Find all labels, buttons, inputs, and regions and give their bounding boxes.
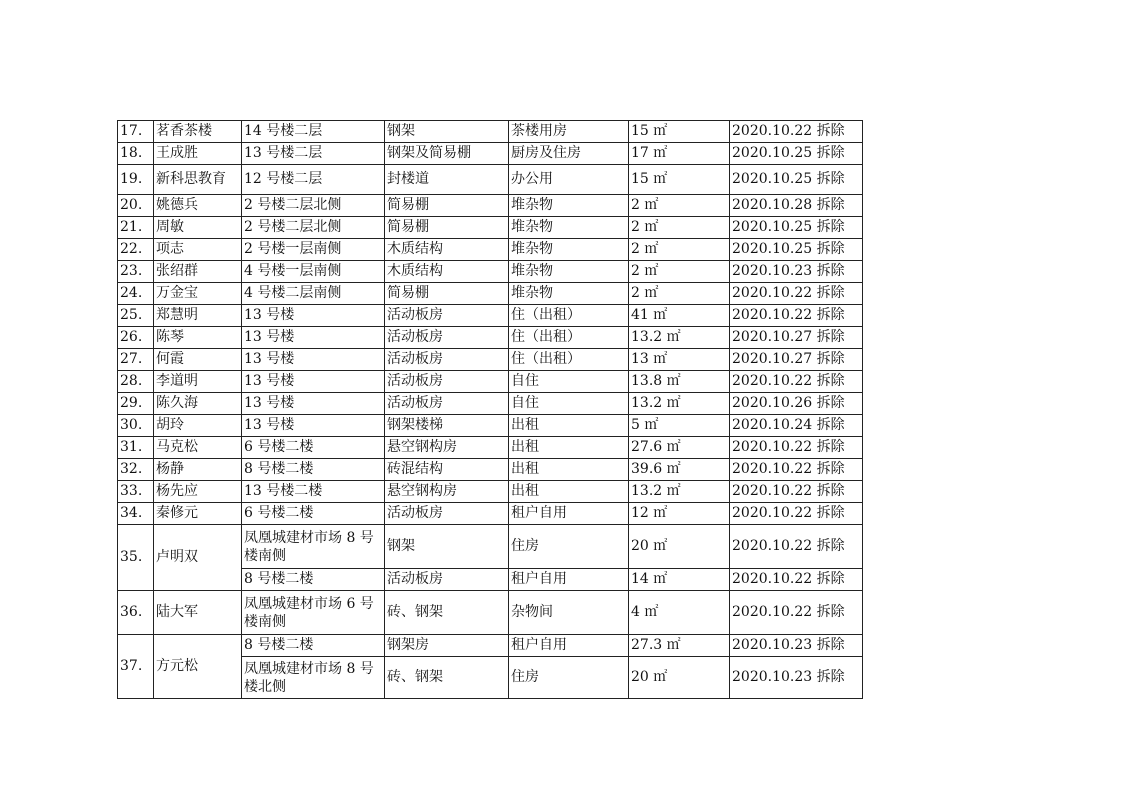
name-cell: 万金宝 [154, 283, 242, 305]
structure-cell: 钢架 [385, 121, 509, 143]
name-cell: 杨静 [154, 459, 242, 481]
date-cell: 2020.10.22 拆除 [730, 371, 863, 393]
name-cell: 卢明双 [154, 525, 242, 591]
structure-cell: 木质结构 [385, 239, 509, 261]
row-number-cell: 33. [118, 481, 154, 503]
date-cell: 2020.10.23 拆除 [730, 635, 863, 657]
area-cell: 14 ㎡ [629, 569, 730, 591]
name-cell: 项志 [154, 239, 242, 261]
location-cell: 8 号楼二楼 [242, 635, 385, 657]
location-cell: 6 号楼二楼 [242, 437, 385, 459]
name-cell: 方元松 [154, 635, 242, 699]
location-cell: 13 号楼二楼 [242, 481, 385, 503]
structure-cell: 悬空钢构房 [385, 437, 509, 459]
table-row [118, 415, 863, 437]
name-cell: 姚德兵 [154, 195, 242, 217]
use-cell: 出租 [509, 437, 629, 459]
location-cell: 13 号楼 [242, 349, 385, 371]
area-cell: 17 ㎡ [629, 143, 730, 165]
location-cell: 4 号楼一层南侧 [242, 261, 385, 283]
area-cell: 13.8 ㎡ [629, 371, 730, 393]
row-number-cell: 23. [118, 261, 154, 283]
use-cell: 厨房及住房 [509, 143, 629, 165]
row-number-cell: 29. [118, 393, 154, 415]
date-cell: 2020.10.23 拆除 [730, 261, 863, 283]
area-cell: 20 ㎡ [629, 525, 730, 569]
row-number-cell: 17. [118, 121, 154, 143]
structure-cell: 钢架房 [385, 635, 509, 657]
use-cell: 住房 [509, 657, 629, 699]
row-number-cell: 20. [118, 195, 154, 217]
use-cell: 自住 [509, 371, 629, 393]
location-cell: 12 号楼二层 [242, 165, 385, 195]
name-cell: 茗香茶楼 [154, 121, 242, 143]
name-cell: 陆大军 [154, 591, 242, 635]
table-row [118, 635, 863, 657]
date-cell: 2020.10.25 拆除 [730, 143, 863, 165]
table-row [118, 261, 863, 283]
table-row [118, 305, 863, 327]
area-cell: 13 ㎡ [629, 349, 730, 371]
date-cell: 2020.10.22 拆除 [730, 525, 863, 569]
location-cell: 凤凰城建材市场 8 号楼南侧 [242, 525, 385, 569]
use-cell: 堆杂物 [509, 283, 629, 305]
structure-cell: 活动板房 [385, 371, 509, 393]
structure-cell: 简易棚 [385, 283, 509, 305]
structure-cell: 砖混结构 [385, 459, 509, 481]
row-number-cell: 27. [118, 349, 154, 371]
area-cell: 2 ㎡ [629, 239, 730, 261]
location-cell: 凤凰城建材市场 6 号楼南侧 [242, 591, 385, 635]
area-cell: 27.6 ㎡ [629, 437, 730, 459]
date-cell: 2020.10.25 拆除 [730, 217, 863, 239]
row-number-cell: 26. [118, 327, 154, 349]
table-row [118, 437, 863, 459]
structure-cell: 活动板房 [385, 503, 509, 525]
date-cell: 2020.10.22 拆除 [730, 305, 863, 327]
location-cell: 13 号楼 [242, 415, 385, 437]
row-number-cell: 28. [118, 371, 154, 393]
area-cell: 20 ㎡ [629, 657, 730, 699]
table-row [118, 143, 863, 165]
table-body [118, 121, 863, 699]
date-cell: 2020.10.27 拆除 [730, 327, 863, 349]
location-cell: 6 号楼二楼 [242, 503, 385, 525]
structure-cell: 活动板房 [385, 393, 509, 415]
use-cell: 堆杂物 [509, 217, 629, 239]
date-cell: 2020.10.23 拆除 [730, 657, 863, 699]
location-cell: 13 号楼 [242, 371, 385, 393]
use-cell: 租户自用 [509, 503, 629, 525]
row-number-cell: 30. [118, 415, 154, 437]
name-cell: 郑慧明 [154, 305, 242, 327]
use-cell: 租户自用 [509, 569, 629, 591]
location-cell: 2 号楼二层北侧 [242, 217, 385, 239]
date-cell: 2020.10.22 拆除 [730, 459, 863, 481]
area-cell: 39.6 ㎡ [629, 459, 730, 481]
row-number-cell: 25. [118, 305, 154, 327]
table-row [118, 591, 863, 635]
name-cell: 陈琴 [154, 327, 242, 349]
use-cell: 住（出租） [509, 349, 629, 371]
location-cell: 2 号楼二层北侧 [242, 195, 385, 217]
area-cell: 13.2 ㎡ [629, 481, 730, 503]
location-cell: 13 号楼 [242, 393, 385, 415]
structure-cell: 简易棚 [385, 195, 509, 217]
name-cell: 马克松 [154, 437, 242, 459]
row-number-cell: 32. [118, 459, 154, 481]
use-cell: 堆杂物 [509, 239, 629, 261]
date-cell: 2020.10.25 拆除 [730, 239, 863, 261]
date-cell: 2020.10.22 拆除 [730, 481, 863, 503]
structure-cell: 活动板房 [385, 569, 509, 591]
area-cell: 27.3 ㎡ [629, 635, 730, 657]
location-cell: 13 号楼 [242, 327, 385, 349]
structure-cell: 木质结构 [385, 261, 509, 283]
name-cell: 何霞 [154, 349, 242, 371]
location-cell: 8 号楼二楼 [242, 459, 385, 481]
structure-cell: 封楼道 [385, 165, 509, 195]
name-cell: 李道明 [154, 371, 242, 393]
use-cell: 自住 [509, 393, 629, 415]
use-cell: 杂物间 [509, 591, 629, 635]
use-cell: 茶楼用房 [509, 121, 629, 143]
name-cell: 秦修元 [154, 503, 242, 525]
area-cell: 2 ㎡ [629, 261, 730, 283]
table-row [118, 283, 863, 305]
table-row [118, 165, 863, 195]
structure-cell: 活动板房 [385, 349, 509, 371]
date-cell: 2020.10.27 拆除 [730, 349, 863, 371]
table-row [118, 217, 863, 239]
table-row [118, 525, 863, 569]
use-cell: 住（出租） [509, 305, 629, 327]
structure-cell: 简易棚 [385, 217, 509, 239]
area-cell: 15 ㎡ [629, 165, 730, 195]
area-cell: 12 ㎡ [629, 503, 730, 525]
date-cell: 2020.10.26 拆除 [730, 393, 863, 415]
demolition-record-table [117, 120, 863, 699]
row-number-cell: 37. [118, 635, 154, 699]
date-cell: 2020.10.22 拆除 [730, 121, 863, 143]
structure-cell: 活动板房 [385, 305, 509, 327]
date-cell: 2020.10.24 拆除 [730, 415, 863, 437]
row-number-cell: 35. [118, 525, 154, 591]
date-cell: 2020.10.28 拆除 [730, 195, 863, 217]
structure-cell: 活动板房 [385, 327, 509, 349]
use-cell: 出租 [509, 481, 629, 503]
table-row [118, 459, 863, 481]
name-cell: 杨先应 [154, 481, 242, 503]
row-number-cell: 24. [118, 283, 154, 305]
location-cell: 2 号楼一层南侧 [242, 239, 385, 261]
use-cell: 堆杂物 [509, 195, 629, 217]
area-cell: 2 ㎡ [629, 195, 730, 217]
table-row [118, 327, 863, 349]
row-number-cell: 22. [118, 239, 154, 261]
use-cell: 办公用 [509, 165, 629, 195]
structure-cell: 钢架 [385, 525, 509, 569]
date-cell: 2020.10.22 拆除 [730, 591, 863, 635]
row-number-cell: 36. [118, 591, 154, 635]
area-cell: 5 ㎡ [629, 415, 730, 437]
use-cell: 住房 [509, 525, 629, 569]
use-cell: 出租 [509, 459, 629, 481]
use-cell: 租户自用 [509, 635, 629, 657]
use-cell: 堆杂物 [509, 261, 629, 283]
area-cell: 2 ㎡ [629, 217, 730, 239]
area-cell: 15 ㎡ [629, 121, 730, 143]
date-cell: 2020.10.25 拆除 [730, 165, 863, 195]
location-cell: 8 号楼二楼 [242, 569, 385, 591]
name-cell: 周敏 [154, 217, 242, 239]
location-cell: 13 号楼 [242, 305, 385, 327]
row-number-cell: 34. [118, 503, 154, 525]
use-cell: 出租 [509, 415, 629, 437]
table-row [118, 349, 863, 371]
location-cell: 凤凰城建材市场 8 号楼北侧 [242, 657, 385, 699]
name-cell: 新科思教育 [154, 165, 242, 195]
location-cell: 13 号楼二层 [242, 143, 385, 165]
row-number-cell: 19. [118, 165, 154, 195]
structure-cell: 钢架楼梯 [385, 415, 509, 437]
table-row [118, 481, 863, 503]
area-cell: 13.2 ㎡ [629, 393, 730, 415]
date-cell: 2020.10.22 拆除 [730, 437, 863, 459]
area-cell: 2 ㎡ [629, 283, 730, 305]
name-cell: 胡玲 [154, 415, 242, 437]
location-cell: 4 号楼二层南侧 [242, 283, 385, 305]
date-cell: 2020.10.22 拆除 [730, 283, 863, 305]
table-row [118, 503, 863, 525]
table-row [118, 239, 863, 261]
structure-cell: 悬空钢构房 [385, 481, 509, 503]
row-number-cell: 18. [118, 143, 154, 165]
table-row [118, 393, 863, 415]
name-cell: 陈久海 [154, 393, 242, 415]
table-row [118, 121, 863, 143]
name-cell: 王成胜 [154, 143, 242, 165]
row-number-cell: 21. [118, 217, 154, 239]
table-row [118, 195, 863, 217]
area-cell: 41 ㎡ [629, 305, 730, 327]
area-cell: 4 ㎡ [629, 591, 730, 635]
date-cell: 2020.10.22 拆除 [730, 569, 863, 591]
structure-cell: 钢架及简易棚 [385, 143, 509, 165]
location-cell: 14 号楼二层 [242, 121, 385, 143]
date-cell: 2020.10.22 拆除 [730, 503, 863, 525]
structure-cell: 砖、钢架 [385, 657, 509, 699]
use-cell: 住（出租） [509, 327, 629, 349]
area-cell: 13.2 ㎡ [629, 327, 730, 349]
row-number-cell: 31. [118, 437, 154, 459]
name-cell: 张绍群 [154, 261, 242, 283]
table-row [118, 371, 863, 393]
structure-cell: 砖、钢架 [385, 591, 509, 635]
